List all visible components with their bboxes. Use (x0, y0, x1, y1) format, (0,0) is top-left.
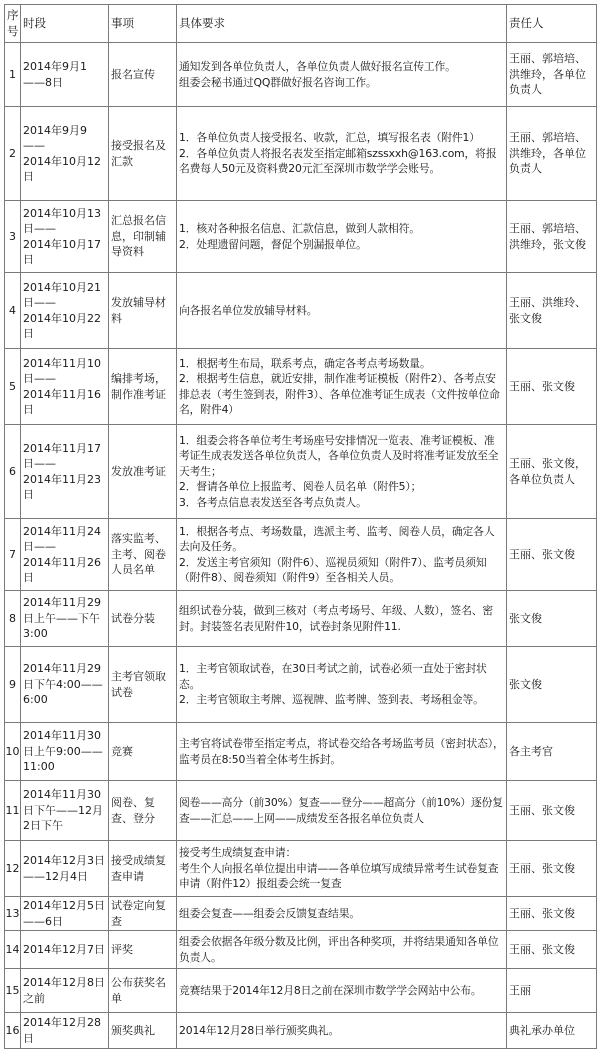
table-row (5, 201, 597, 273)
requirement-line: 1．根据考生布局，联系考点，确定各考点考场数量。 (179, 356, 431, 370)
cell-item: 报名宣传 (109, 43, 177, 107)
cell-requirement (177, 201, 507, 273)
time-line: 2014年11月17日—— (23, 441, 101, 470)
table-row (5, 43, 597, 107)
table-row (5, 723, 597, 781)
cell-item: 落实监考、主考、阅卷人员名单 (109, 519, 177, 591)
cell-no: 16 (5, 1013, 21, 1049)
cell-item: 接受报名及汇款 (109, 107, 177, 201)
cell-requirement (177, 841, 507, 897)
time-line: 2014年11月29日上午——下午3:00 (23, 596, 101, 641)
cell-no: 9 (5, 647, 21, 723)
time-line: 2014年11月10日—— (23, 356, 101, 385)
cell-responsible: 王丽、张文俊 (507, 897, 597, 931)
cell-no: 8 (5, 591, 21, 647)
cell-no: 14 (5, 931, 21, 969)
cell-no: 7 (5, 519, 21, 591)
time-line: 2014年10月21日—— (23, 280, 101, 309)
cell-time (21, 647, 109, 723)
time-line: 2014年11月23日 (23, 472, 101, 501)
cell-item: 接受成绩复查申请 (109, 841, 177, 897)
time-line: 2014年11月16日 (23, 387, 101, 416)
cell-time (21, 723, 109, 781)
requirement-line: 主考官将试卷带至指定考点，将试卷交给各考场监考员（密封状态），监考员在8:50当着全体考生拆封。 (179, 737, 504, 766)
header-responsible: 责任人 (507, 5, 597, 43)
requirement-line: 2．根据考生信息，就近安排，制作准考证模板（附件2）、各考点安排总表（考生签到表，附件3）、各单位准考证生成表（文件按单位命名，附件4） (179, 372, 500, 416)
cell-item: 主考官领取试卷 (109, 647, 177, 723)
cell-requirement (177, 781, 507, 841)
cell-time (21, 425, 109, 519)
cell-responsible: 王丽、郭培培、洪维玲，张文俊 (507, 201, 597, 273)
requirement-line: 竞赛结果于2014年12月8日之前在深圳市数学学会网站中公布。 (179, 983, 482, 997)
requirement-line: 组委会依据各年级分数及比例，评出各种奖项，并将结果通知各单位负责人。 (179, 935, 499, 964)
cell-responsible: 王丽、张文俊 (507, 349, 597, 425)
cell-item: 阅卷、复查、登分 (109, 781, 177, 841)
cell-item: 编排考场，制作准考证 (109, 349, 177, 425)
cell-time (21, 349, 109, 425)
cell-item: 试卷分装 (109, 591, 177, 647)
requirement-line: 1．组委会将各单位考生考场座号安排情况一览表、准考证模板、准考证生成表发送各单位负责人，各单位负责人及时将准考证发放至全天考生； (179, 433, 499, 478)
cell-responsible: 张文俊 (507, 647, 597, 723)
cell-responsible: 王丽、张文俊 (507, 781, 597, 841)
time-line: 2014年11月30日上午9:00——11:00 (23, 729, 103, 774)
table-row (5, 781, 597, 841)
table-row (5, 647, 597, 723)
time-line: 2014年12月3日——12月4日 (23, 854, 105, 883)
cell-time (21, 273, 109, 349)
time-line: 2014年12月8日之前 (23, 976, 105, 1005)
cell-responsible: 王丽、张文俊 (507, 841, 597, 897)
cell-item: 公布获奖名单 (109, 969, 177, 1013)
cell-no: 1 (5, 43, 21, 107)
cell-time (21, 931, 109, 969)
cell-requirement (177, 969, 507, 1013)
requirement-line: 1．根据各考点、考场数量，选派主考、监考、阅卷人员，确定各人去向及任务。 (179, 524, 495, 553)
cell-requirement (177, 43, 507, 107)
time-line: 2014年11月26日 (23, 555, 101, 584)
cell-time (21, 591, 109, 647)
time-line: 2014年11月24日—— (23, 524, 101, 553)
header-requirement: 具体要求 (177, 5, 507, 43)
time-line: 2014年10月22日 (23, 311, 101, 340)
cell-responsible: 典礼承办单位 (507, 1013, 597, 1049)
table-row (5, 931, 597, 969)
schedule-sheet (4, 4, 597, 1049)
cell-responsible: 王丽、洪维玲、张文俊 (507, 273, 597, 349)
time-line: —— (23, 139, 45, 152)
cell-requirement (177, 425, 507, 519)
requirement-line: 组织试卷分装，做到三核对（考点考场号、年级、人数），签名、密封。封装签名表见附件10，试卷封条见附件11. (179, 604, 494, 633)
cell-no: 6 (5, 425, 21, 519)
cell-no: 13 (5, 897, 21, 931)
requirement-line: 3．各考点信息表发送至各考点负责人。 (179, 495, 367, 509)
cell-item: 试卷定向复查 (109, 897, 177, 931)
cell-no: 10 (5, 723, 21, 781)
requirement-line: 考生个人向报名单位提出申请——各单位填写成绩异常考生试卷复查申请（附件12）报组委会统一复查 (179, 861, 499, 891)
cell-requirement (177, 273, 507, 349)
cell-responsible: 王丽、张文俊，各单位负责人 (507, 425, 597, 519)
cell-responsible: 张文俊 (507, 591, 597, 647)
requirement-line: 组委会秘书通过QQ群做好报名咨询工作。 (179, 75, 377, 89)
cell-responsible: 王丽、郭培培、洪维玲，各单位负责人 (507, 107, 597, 201)
cell-item: 竞赛 (109, 723, 177, 781)
schedule-body (5, 43, 597, 1049)
cell-requirement (177, 931, 507, 969)
time-line: 2014年9月1 (23, 60, 87, 73)
cell-no: 12 (5, 841, 21, 897)
cell-responsible: 王丽、张文俊 (507, 931, 597, 969)
cell-no: 2 (5, 107, 21, 201)
table-row (5, 897, 597, 931)
cell-time (21, 969, 109, 1013)
cell-time (21, 107, 109, 201)
table-row (5, 519, 597, 591)
cell-no: 4 (5, 273, 21, 349)
requirement-line: 1．主考官领取试卷，在30日考试之前，试卷必须一直处于密封状态。 (179, 662, 487, 691)
requirement-line: 向各报名单位发放辅导材料。 (179, 303, 318, 317)
header-no: 序号 (5, 5, 21, 43)
table-row (5, 591, 597, 647)
table-row (5, 969, 597, 1013)
cell-responsible: 王丽、张文俊 (507, 519, 597, 591)
table-row (5, 107, 597, 201)
cell-item: 评奖 (109, 931, 177, 969)
time-line: 2014年12月7日 (23, 942, 105, 956)
cell-responsible: 王丽、郭培培、洪维玲，各单位负责人 (507, 43, 597, 107)
cell-no: 3 (5, 201, 21, 273)
cell-responsible: 各主考官 (507, 723, 597, 781)
time-line: 2014年12月28日 (23, 1016, 101, 1045)
cell-requirement (177, 723, 507, 781)
cell-no: 5 (5, 349, 21, 425)
requirement-line: 2．发送主考官须知（附件6）、巡视员须知（附件7）、监考员须知（附件8）、阅卷须知（附件9）至各相关人员。 (179, 555, 487, 584)
cell-time (21, 1013, 109, 1049)
time-line: 6:00 (23, 693, 48, 707)
cell-requirement (177, 647, 507, 723)
cell-item: 颁奖典礼 (109, 1013, 177, 1049)
cell-requirement (177, 107, 507, 201)
requirement-line: 2．处理遗留问题，督促个别漏报单位。 (179, 237, 367, 251)
schedule-table (4, 4, 597, 1049)
cell-requirement (177, 1013, 507, 1049)
cell-time (21, 43, 109, 107)
header-time: 时段 (21, 5, 109, 43)
time-line: 2014年10月12日 (23, 154, 101, 183)
time-line: 2014年10月17日 (23, 237, 101, 266)
requirement-line: 阅卷——高分（前30%）复查——登分——超高分（前10%）逐份复查——汇总——上网——成绩发至各报名单位负责人 (179, 796, 503, 825)
cell-no: 11 (5, 781, 21, 841)
cell-item: 汇总报名信息，印制辅导资料 (109, 201, 177, 273)
cell-time (21, 841, 109, 897)
requirement-line: 2．督请各单位上报监考、阅卷人员名单（附件5）； (179, 480, 422, 494)
time-line: ——8日 (23, 75, 63, 89)
cell-time (21, 201, 109, 273)
cell-requirement (177, 519, 507, 591)
table-row (5, 273, 597, 349)
cell-time (21, 781, 109, 841)
cell-requirement (177, 349, 507, 425)
table-row (5, 1013, 597, 1049)
time-line: 2014年11月29日下午4:00—— (23, 662, 103, 691)
cell-no: 15 (5, 969, 21, 1013)
requirement-line: 2．主考官领取主考牌、巡视牌、监考牌、签到表、考场租金等。 (179, 693, 484, 707)
requirement-line: 通知发到各单位负责人，各单位负责人做好报名宣传工作。 (179, 60, 456, 73)
time-line: 2014年12月5日——6日 (23, 899, 105, 928)
table-row (5, 841, 597, 897)
time-line: 2014年11月30日下午——12月2日下午 (23, 788, 103, 833)
requirement-line: 组委会复查——组委会反馈复查结果。 (179, 906, 360, 920)
cell-responsible: 王丽 (507, 969, 597, 1013)
cell-requirement (177, 591, 507, 647)
time-line: 2014年10月13日—— (23, 206, 101, 235)
requirement-line: 2．各单位负责人将报名表发至指定邮箱szssxxh@163.com，将报名费每人50元及资料费20元汇至深圳市数学学会账号。 (179, 146, 497, 176)
requirement-line: 1．各单位负责人接受报名、收款，汇总，填写报名表（附件1） (179, 131, 480, 145)
cell-item: 发放准考证 (109, 425, 177, 519)
requirement-line: 2014年12月28日举行颁奖典礼。 (179, 1023, 340, 1037)
table-row (5, 349, 597, 425)
header-item: 事项 (109, 5, 177, 43)
requirement-line: 1．核对各种报名信息、汇款信息，做到人款相符。 (179, 222, 420, 235)
cell-item: 发放辅导材料 (109, 273, 177, 349)
cell-time (21, 519, 109, 591)
header-row (5, 5, 597, 43)
cell-requirement (177, 897, 507, 931)
cell-time (21, 897, 109, 931)
table-row (5, 425, 597, 519)
requirement-line: 接受考生成绩复查申请： (179, 846, 297, 860)
time-line: 2014年9月9 (23, 123, 87, 137)
